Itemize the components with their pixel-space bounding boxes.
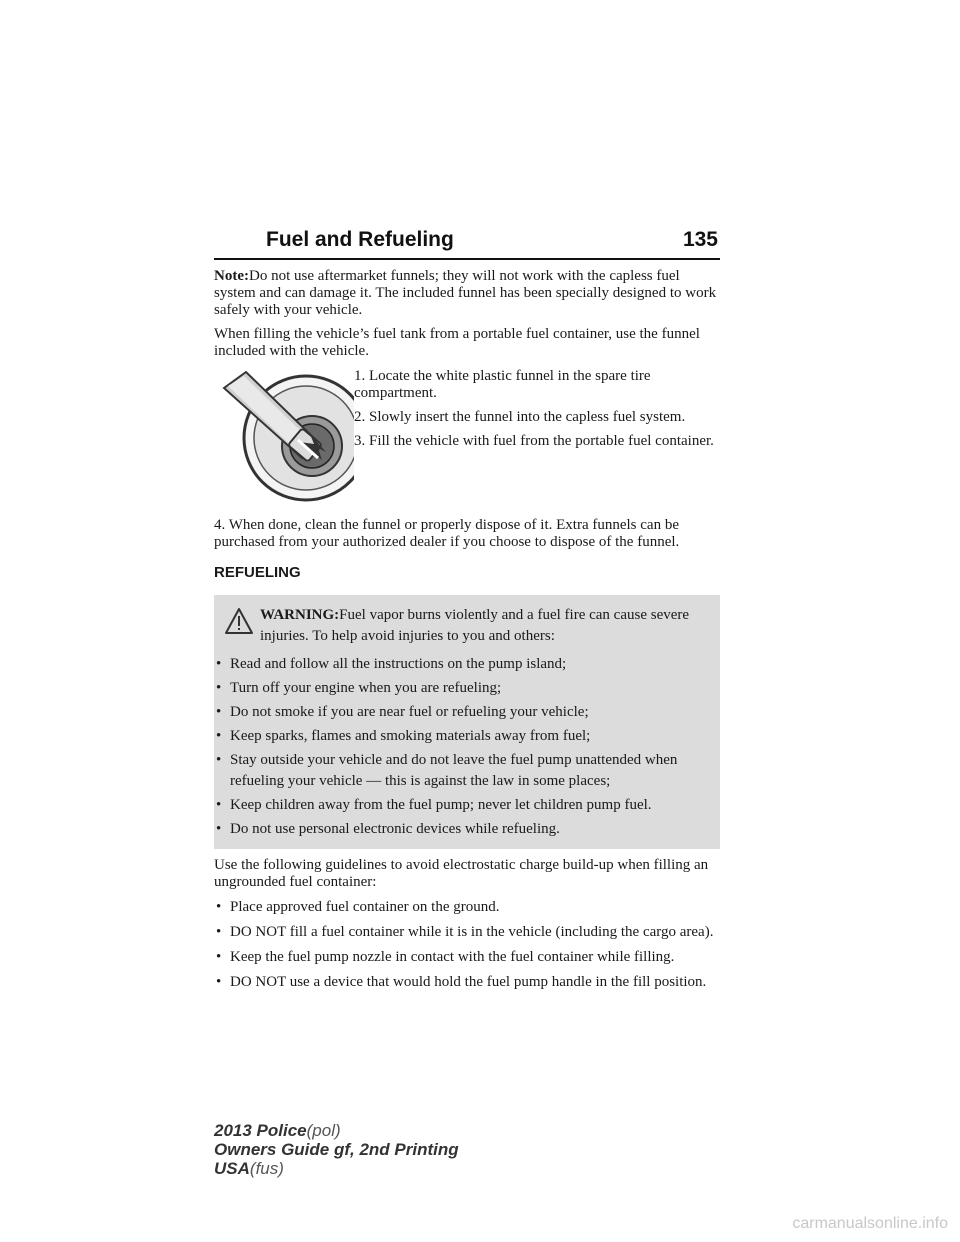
guideline-item: • DO NOT fill a fuel container while it is in the vehicle (including the cargo area).	[214, 924, 720, 941]
footer-line-3	[214, 1159, 459, 1178]
section-heading: REFUELING	[214, 564, 301, 581]
header-rule	[214, 258, 720, 260]
footer-market-code: (fus)	[249, 1159, 284, 1178]
note-text: Do not use aftermarket funnels; they will not work with the capless fuel system and can damage it. The included funnel has been specially designed to work safely with your vehicle.	[214, 268, 717, 318]
funnel-steps-block	[214, 368, 720, 510]
warning-body: Fuel vapor burns violently and a fuel fire can cause severe injuries. To help avoid injuries to you and others:	[260, 607, 690, 644]
warning-label: WARNING:	[260, 607, 340, 623]
watermark: carmanualsonline.info	[792, 1215, 948, 1232]
warning-item: • Do not use personal electronic devices while refueling.	[214, 819, 714, 840]
step-item: 3. Fill the vehicle with fuel from the portable fuel container.	[354, 433, 714, 449]
step-item: 2. Slowly insert the funnel into the capless fuel system.	[354, 409, 686, 425]
page-footer	[214, 1121, 459, 1178]
footer-market: USA	[214, 1159, 250, 1178]
page-content	[214, 268, 720, 999]
warning-item: • Keep children away from the fuel pump; never let children pump fuel.	[214, 795, 714, 816]
warning-text	[260, 605, 714, 647]
note-label: Note:	[214, 268, 249, 284]
guidelines-intro: Use the following guidelines to avoid electrostatic charge build-up when filling an ungrounded fuel container:	[214, 857, 709, 890]
note-paragraph	[214, 268, 720, 319]
warning-box	[214, 595, 720, 849]
warning-item: • Keep sparks, flames and smoking materials away from fuel;	[214, 726, 714, 747]
guideline-item: • Keep the fuel pump nozzle in contact with the fuel container while filling.	[214, 949, 720, 966]
guideline-item: • Place approved fuel container on the ground.	[214, 899, 720, 916]
warning-list	[214, 654, 714, 840]
footer-guide: Owners Guide gf, 2nd Printing	[214, 1140, 459, 1159]
step-item: 1. Locate the white plastic funnel in the spare tire compartment.	[354, 368, 651, 401]
page-header	[214, 228, 720, 258]
page-number: 135	[682, 228, 718, 251]
funnel-insert-illustration	[214, 368, 354, 510]
funnel-illustration-icon	[214, 368, 354, 510]
intro-paragraph: When filling the vehicle’s fuel tank from a portable fuel container, use the funnel included with the vehicle.	[214, 326, 700, 359]
guideline-item: • DO NOT use a device that would hold the fuel pump handle in the fill position.	[214, 974, 720, 991]
footer-line-2	[214, 1140, 459, 1159]
footer-line-1	[214, 1121, 459, 1140]
page-title: Fuel and Refueling	[266, 228, 454, 251]
guidelines-list	[214, 899, 720, 991]
warning-header	[214, 605, 714, 647]
footer-model: 2013 Police	[214, 1121, 307, 1140]
warning-item: • Stay outside your vehicle and do not leave the fuel pump unattended when refueling your vehicle — this is against the law in some places;	[214, 750, 714, 792]
warning-triangle-icon	[214, 605, 260, 643]
warning-item: • Do not smoke if you are near fuel or refueling your vehicle;	[214, 702, 714, 723]
step-4-paragraph: 4. When done, clean the funnel or properly dispose of it. Extra funnels can be purchased from your authorized dealer if you choose to dispose of the funnel.	[214, 517, 680, 550]
warning-item: • Turn off your engine when you are refueling;	[214, 678, 714, 699]
footer-model-code: (pol)	[306, 1121, 341, 1140]
warning-item: • Read and follow all the instructions on the pump island;	[214, 654, 714, 675]
steps-list	[354, 368, 720, 510]
